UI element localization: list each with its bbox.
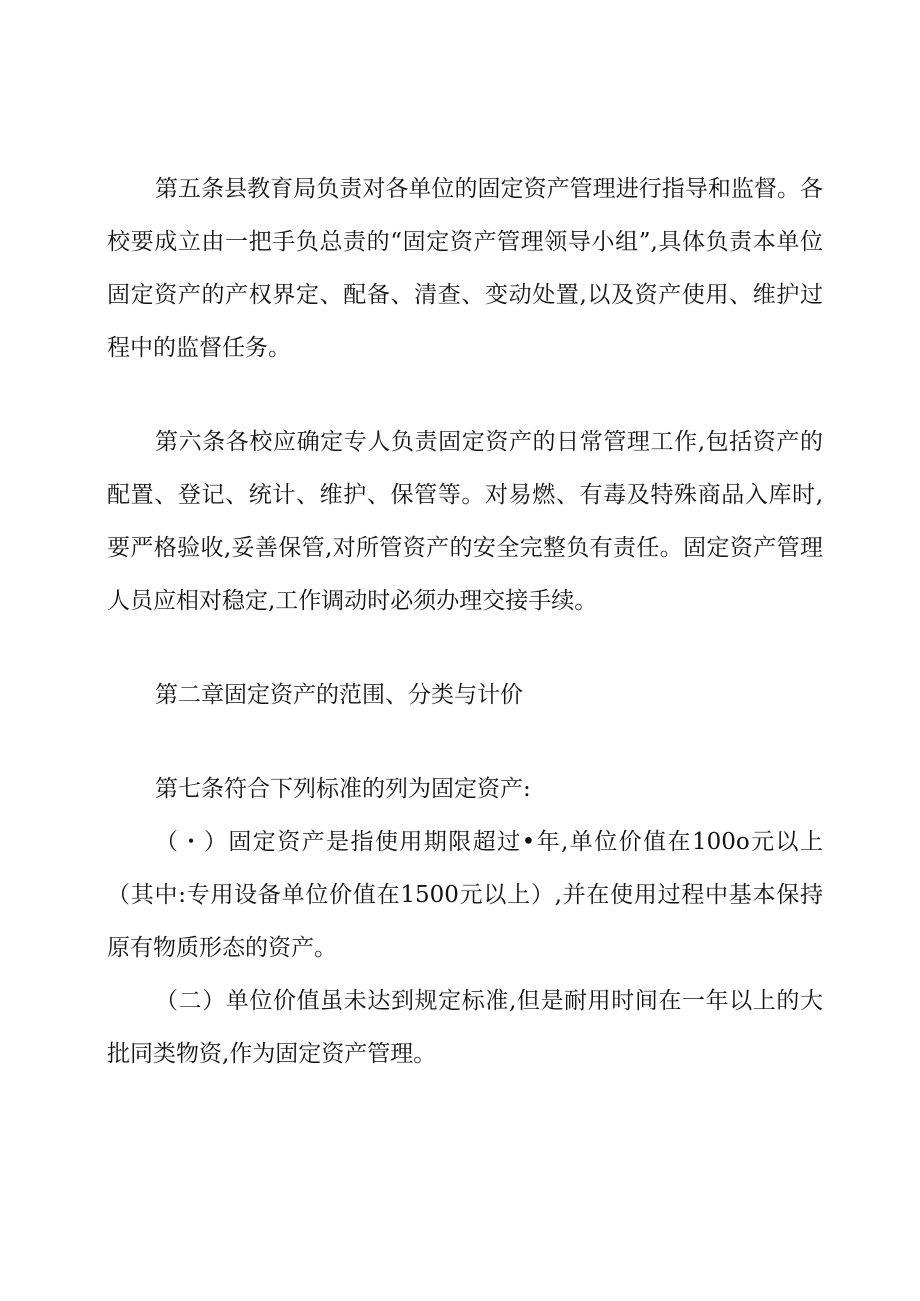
article-7-item-2: （二）单位价值虽未达到规定标准,但是耐用时间在一年以上的大批同类物资,作为固定资产管理。	[107, 988, 823, 1067]
article-7-item-1: （・）固定资产是指使用期限超过•年,单位价值在100o元以上（其中:专用设备单位价值在1500元以上）,并在使用过程中基本保持原有物质形态的资产。	[107, 829, 823, 961]
document-body	[107, 163, 823, 1081]
chapter-2-heading: 第二章固定资产的范围、分类与计价	[155, 682, 523, 708]
article-7-paragraph: 第七条符合下列标准的列为固定资产:	[155, 776, 531, 802]
article-5-paragraph: 第五条县教育局负责对各单位的固定资产管理进行指导和监督。各校要成立由一把手负总责的“固定资产管理领导小组”,具体负责本单位固定资产的产权界定、配备、清查、变动处置,以及资产使用、维护过程中的监督任务。	[107, 176, 823, 361]
article-6-paragraph: 第六条各校应确定专人负责固定资产的日常管理工作,包括资产的配置、登记、统计、维护、保管等。对易燃、有毒及特殊商品入库时,要严格验收,妥善保管,对所管资产的安全完整负有责任。固定资产管理人员应相对稳定,工作调动时必须办理交接手续。	[107, 429, 823, 614]
